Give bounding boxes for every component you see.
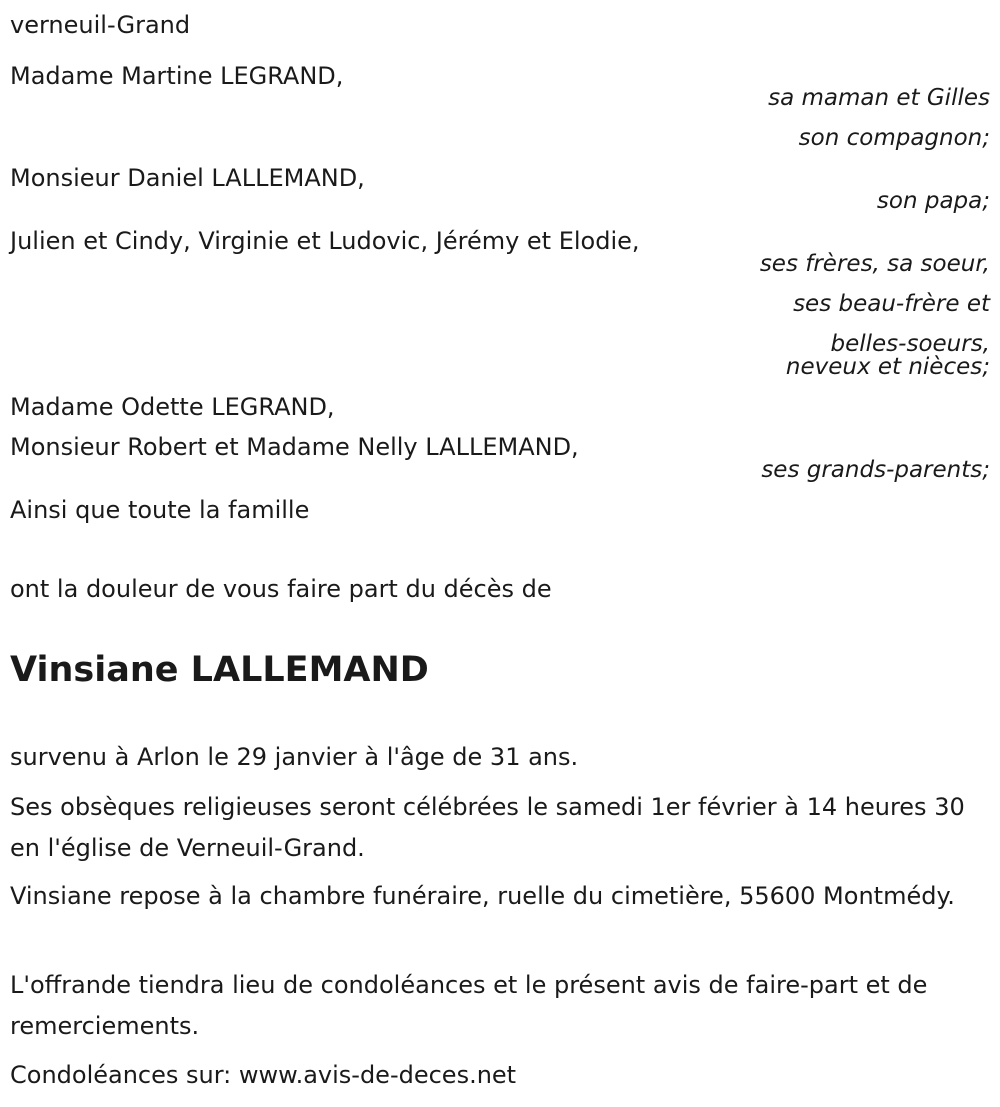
family-member-father: Monsieur Daniel LALLEMAND,	[10, 164, 365, 192]
relation-siblings-line-1: ses frères, sa soeur,	[759, 251, 990, 277]
repose-location: Vinsiane repose à la chambre funéraire, ruelle du cimetière, 55600 Montmédy.	[10, 882, 955, 910]
relation-mother-line-2: son compagnon;	[798, 125, 990, 151]
family-member-siblings: Julien et Cindy, Virginie et Ludovic, Jérémy et Elodie,	[10, 227, 640, 255]
relation-siblings-line-3: belles-soeurs,	[830, 331, 990, 357]
death-details: survenu à Arlon le 29 janvier à l'âge de 31 ans.	[10, 743, 579, 771]
funeral-details: Ses obsèques religieuses seront célébrées le samedi 1er février à 14 heures 30 en l'église de Verneuil-Grand.	[10, 793, 965, 862]
announcement-text: ont la douleur de vous faire part du décès de	[10, 575, 552, 603]
deceased-name: Vinsiane LALLEMAND	[10, 650, 429, 690]
relation-siblings-line-4: neveux et nièces;	[785, 354, 990, 380]
family-member-mother: Madame Martine LEGRAND,	[10, 62, 344, 90]
family-member-grandparents: Monsieur Robert et Madame Nelly LALLEMAND,	[10, 433, 579, 461]
location-header: verneuil-Grand	[10, 11, 191, 39]
relation-grandparents: ses grands-parents;	[761, 457, 990, 483]
offering-note: L'offrande tiendra lieu de condoléances et le présent avis de faire-part et de remerciements.	[10, 971, 928, 1040]
relation-siblings-line-2: ses beau-frère et	[793, 291, 990, 317]
closing-family: Ainsi que toute la famille	[10, 496, 310, 524]
relation-mother-line-1: sa maman et Gilles	[768, 85, 990, 111]
condolences-website: Condoléances sur: www.avis-de-deces.net	[10, 1061, 517, 1089]
family-member-grandmother: Madame Odette LEGRAND,	[10, 393, 335, 421]
relation-father: son papa;	[876, 188, 990, 214]
